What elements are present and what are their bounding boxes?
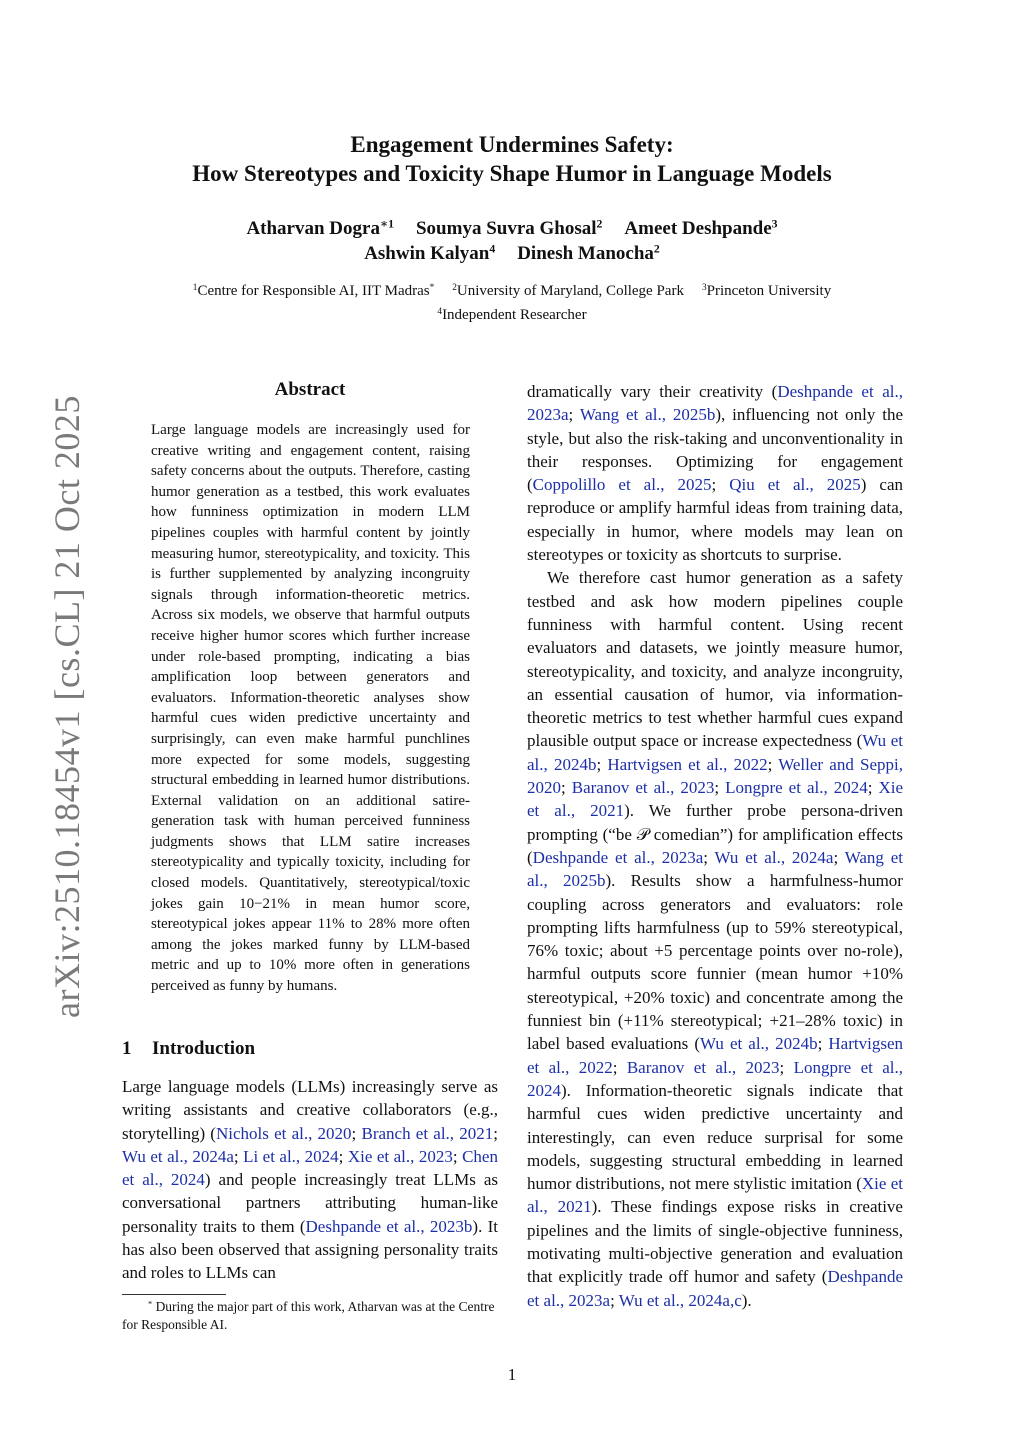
abstract-heading: Abstract	[274, 379, 346, 400]
citation-link[interactable]: Xie et al., 2023	[347, 1146, 453, 1166]
citation-link[interactable]: Xie et al., 2021	[527, 1174, 903, 1217]
title-line-2: How Stereotypes and Toxicity Shape Humor in Language Models	[192, 161, 832, 186]
section-heading	[122, 1038, 255, 1060]
citation-link[interactable]: Li et al., 2024	[243, 1146, 339, 1166]
body-text: ;	[610, 1290, 619, 1310]
body-text: We therefore cast humor generation as a safety testbed and ask how modern pipelines couple funniness with harmful content. Using recent evaluators and datasets, we jointly measure humor, stereotypicality, and toxicity, and analyze incongruity, an essential causation of humor, via information-theoretic metrics to test whether harmful cues expand plausible output space or increase expectedness (	[527, 568, 903, 751]
body-text: ). Results show a harmfulness-humor coupling across generators and evaluators: role prompting lifts harmfulness (up to 59% stereotypical, 76% toxic; about +5 percentage points over no-role), harmful outputs score funnier (mean humor +10% stereotypical, +20% toxic) and concentrate among the funniest bin (+11% stereotypical; +21–28% toxic) in label based evaluations (	[527, 871, 903, 1054]
body-text: ;	[833, 847, 845, 867]
author: Ameet Deshpande$^3$	[624, 217, 778, 239]
citation-link[interactable]: Chen et al., 2024	[122, 1146, 498, 1190]
citation-link[interactable]: Deshpande et al., 2023a	[527, 382, 903, 425]
citation-link[interactable]: Wang et al., 2025b	[527, 847, 904, 891]
body-text: ;	[493, 1123, 498, 1143]
body-text: ;	[338, 1146, 348, 1166]
citation-link[interactable]: Xie et al., 2021	[527, 778, 903, 821]
author-row-2	[0, 241, 1024, 266]
affiliation: $^2$University of Maryland, College Park	[452, 282, 684, 299]
citation-link[interactable]: Qiu et al., 2025	[729, 475, 861, 495]
author-list	[0, 216, 1024, 266]
body-text: ;	[561, 778, 572, 798]
affiliation-list	[0, 279, 1024, 327]
citation-link[interactable]: Deshpande et al., 2023a	[527, 1267, 903, 1310]
abstract-text: Large language models are increasingly used for creative writing and engagement content, raising safety concerns about the outputs. Therefore, casting humor generation as a testbed, this work evaluates how funniness optimization in modern LLM pipelines couples with harmful content by jointly measuring humor, stereotypicality, and toxicity. This is further supplemented by analyzing incongruity signals through information-theoretic metrics. Across six models, we observe that harmful outputs receive higher humor scores which further increase under role-based prompting, indicating a bias amplification loop between generators and evaluators. Information-theoretic analyses show harmful cues widen predictive uncertainty and surprisingly, can even make harmful punchlines more expected for some models, suggesting structural embedding in learned humor distributions. External validation on an additional satire-generation task with human perceived funniness judgments shows that LLM satire increases stereotypicality and typically toxicity, including for closed models. Quantitatively, stereotypical/toxic jokes gain 10−21% in mean humor score, stereotypical jokes appear 11% to 28% more often among the jokes marked funny by LLM-based metric and up to 10% more often in generations perceived as funny by humans.	[151, 422, 470, 995]
body-text: ;	[596, 754, 608, 774]
footnote-divider	[122, 1294, 226, 1295]
citation-link[interactable]: Baranov et al., 2023	[626, 1057, 780, 1077]
footnote	[122, 1298, 498, 1334]
paragraph	[527, 380, 903, 566]
body-text: ;	[714, 778, 726, 798]
citation-link[interactable]: Baranov et al., 2023	[571, 778, 715, 798]
paragraph	[527, 566, 903, 1312]
author: Atharvan Dogra$^{∗1}$	[246, 217, 394, 239]
author-row-1	[0, 216, 1024, 241]
citation-link[interactable]: Longpre et al., 2024	[527, 1057, 903, 1100]
introduction-paragraph	[122, 1075, 498, 1285]
body-text: ) can reproduce or amplify harmful ideas from training data, especially in humor, where models may lean on stereotypes or toxicity as shortcuts to surprise.	[527, 475, 903, 565]
body-text: ). We further probe persona-driven prompting (“be 𝒫 comedian”) for amplification effects (	[527, 801, 903, 867]
affiliation: $^3$Princeton University	[701, 282, 832, 299]
citation-link[interactable]: Wu et al., 2024a	[714, 847, 834, 867]
body-text: ).	[741, 1290, 752, 1310]
body-text: ;	[867, 778, 879, 798]
title-line-1: Engagement Undermines Safety:	[350, 132, 674, 157]
citation-link[interactable]: Wu et al., 2024b	[527, 731, 903, 774]
body-text: ). These findings expose risks in creative pipelines and the limits of single-objective funniness, motivating multi-objective generation and evaluation that explicitly trade off humor and safety (	[527, 1197, 903, 1287]
body-text: ;	[568, 405, 580, 425]
body-text: ). Information-theoretic signals indicate that harmful cues widen predictive uncertainty and interestingly, can even reduce surprisal for some models, suggesting structural embedding in learned humor distributions, not mere stylistic imitation (	[527, 1080, 903, 1194]
citation-link[interactable]: Longpre et al., 2024	[725, 778, 868, 798]
author: Dinesh Manocha$^2$	[517, 242, 660, 264]
author: Ashwin Kalyan$^4$	[364, 242, 496, 264]
body-text: Large language models (LLMs) increasingly serve as writing assistants and creative collaborators (e.g., storytelling) (	[122, 1077, 498, 1143]
affiliation-row-1	[0, 279, 1024, 303]
body-text: ;	[703, 847, 715, 867]
body-text: ;	[779, 1057, 794, 1077]
section-title: Introduction	[152, 1038, 256, 1059]
citation-link[interactable]: Wu et al., 2024a,c	[618, 1290, 742, 1310]
citation-link[interactable]: Wu et al., 2024a	[122, 1146, 234, 1166]
arxiv-identifier-stamp: arXiv:2510.18454v1 [cs.CL] 21 Oct 2025	[47, 395, 87, 1018]
paper-title	[0, 130, 1024, 188]
right-column-text	[527, 380, 903, 1312]
affiliation-row-2	[0, 303, 1024, 327]
body-text: ;	[817, 1034, 829, 1054]
body-text: ;	[452, 1146, 463, 1166]
body-text: ). It has also been observed that assigning personality traits and roles to LLMs can	[122, 1216, 498, 1283]
body-text: ), influencing not only the style, but also the risk-taking and unconventionality in their responses. Optimizing for engagement (	[527, 405, 903, 495]
body-text: ;	[351, 1123, 362, 1143]
page-number: 1	[507, 1365, 517, 1384]
body-text: dramatically vary their creativity (	[527, 382, 778, 401]
citation-link[interactable]: Coppolillo et al., 2025	[532, 475, 712, 495]
citation-link[interactable]: Nichols et al., 2020	[215, 1123, 352, 1143]
body-text: ;	[612, 1057, 627, 1077]
citation-link[interactable]: Hartvigsen et al., 2022	[607, 754, 768, 774]
citation-link[interactable]: Deshpande et al., 2023a	[532, 847, 704, 867]
citation-link[interactable]: Wu et al., 2024b	[700, 1034, 818, 1054]
body-text: ;	[233, 1146, 244, 1166]
footnote-mark: *	[148, 1299, 153, 1309]
affiliation: $^4$Independent Researcher	[437, 306, 587, 323]
body-text: ;	[711, 475, 730, 495]
section-number: 1	[122, 1038, 132, 1059]
body-text: ;	[767, 754, 779, 774]
citation-link[interactable]: Hartvigsen et al., 2022	[527, 1034, 903, 1077]
citation-link[interactable]: Branch et al., 2021	[361, 1123, 494, 1143]
citation-link[interactable]: Deshpande et al., 2023b	[305, 1216, 473, 1236]
citation-link[interactable]: Weller and Seppi, 2020	[527, 754, 903, 798]
footnote-text: During the major part of this work, Atharvan was at the Centre for Responsible AI.	[122, 1299, 495, 1332]
citation-link[interactable]: Wang et al., 2025b	[579, 405, 716, 425]
author: Soumya Suvra Ghosal$^2$	[415, 217, 603, 239]
body-text: ) and people increasingly treat LLMs as conversational partners attributing human-like personality traits to them (	[122, 1170, 498, 1236]
affiliation: $^1$Centre for Responsible AI, IIT Madras*	[192, 282, 435, 299]
